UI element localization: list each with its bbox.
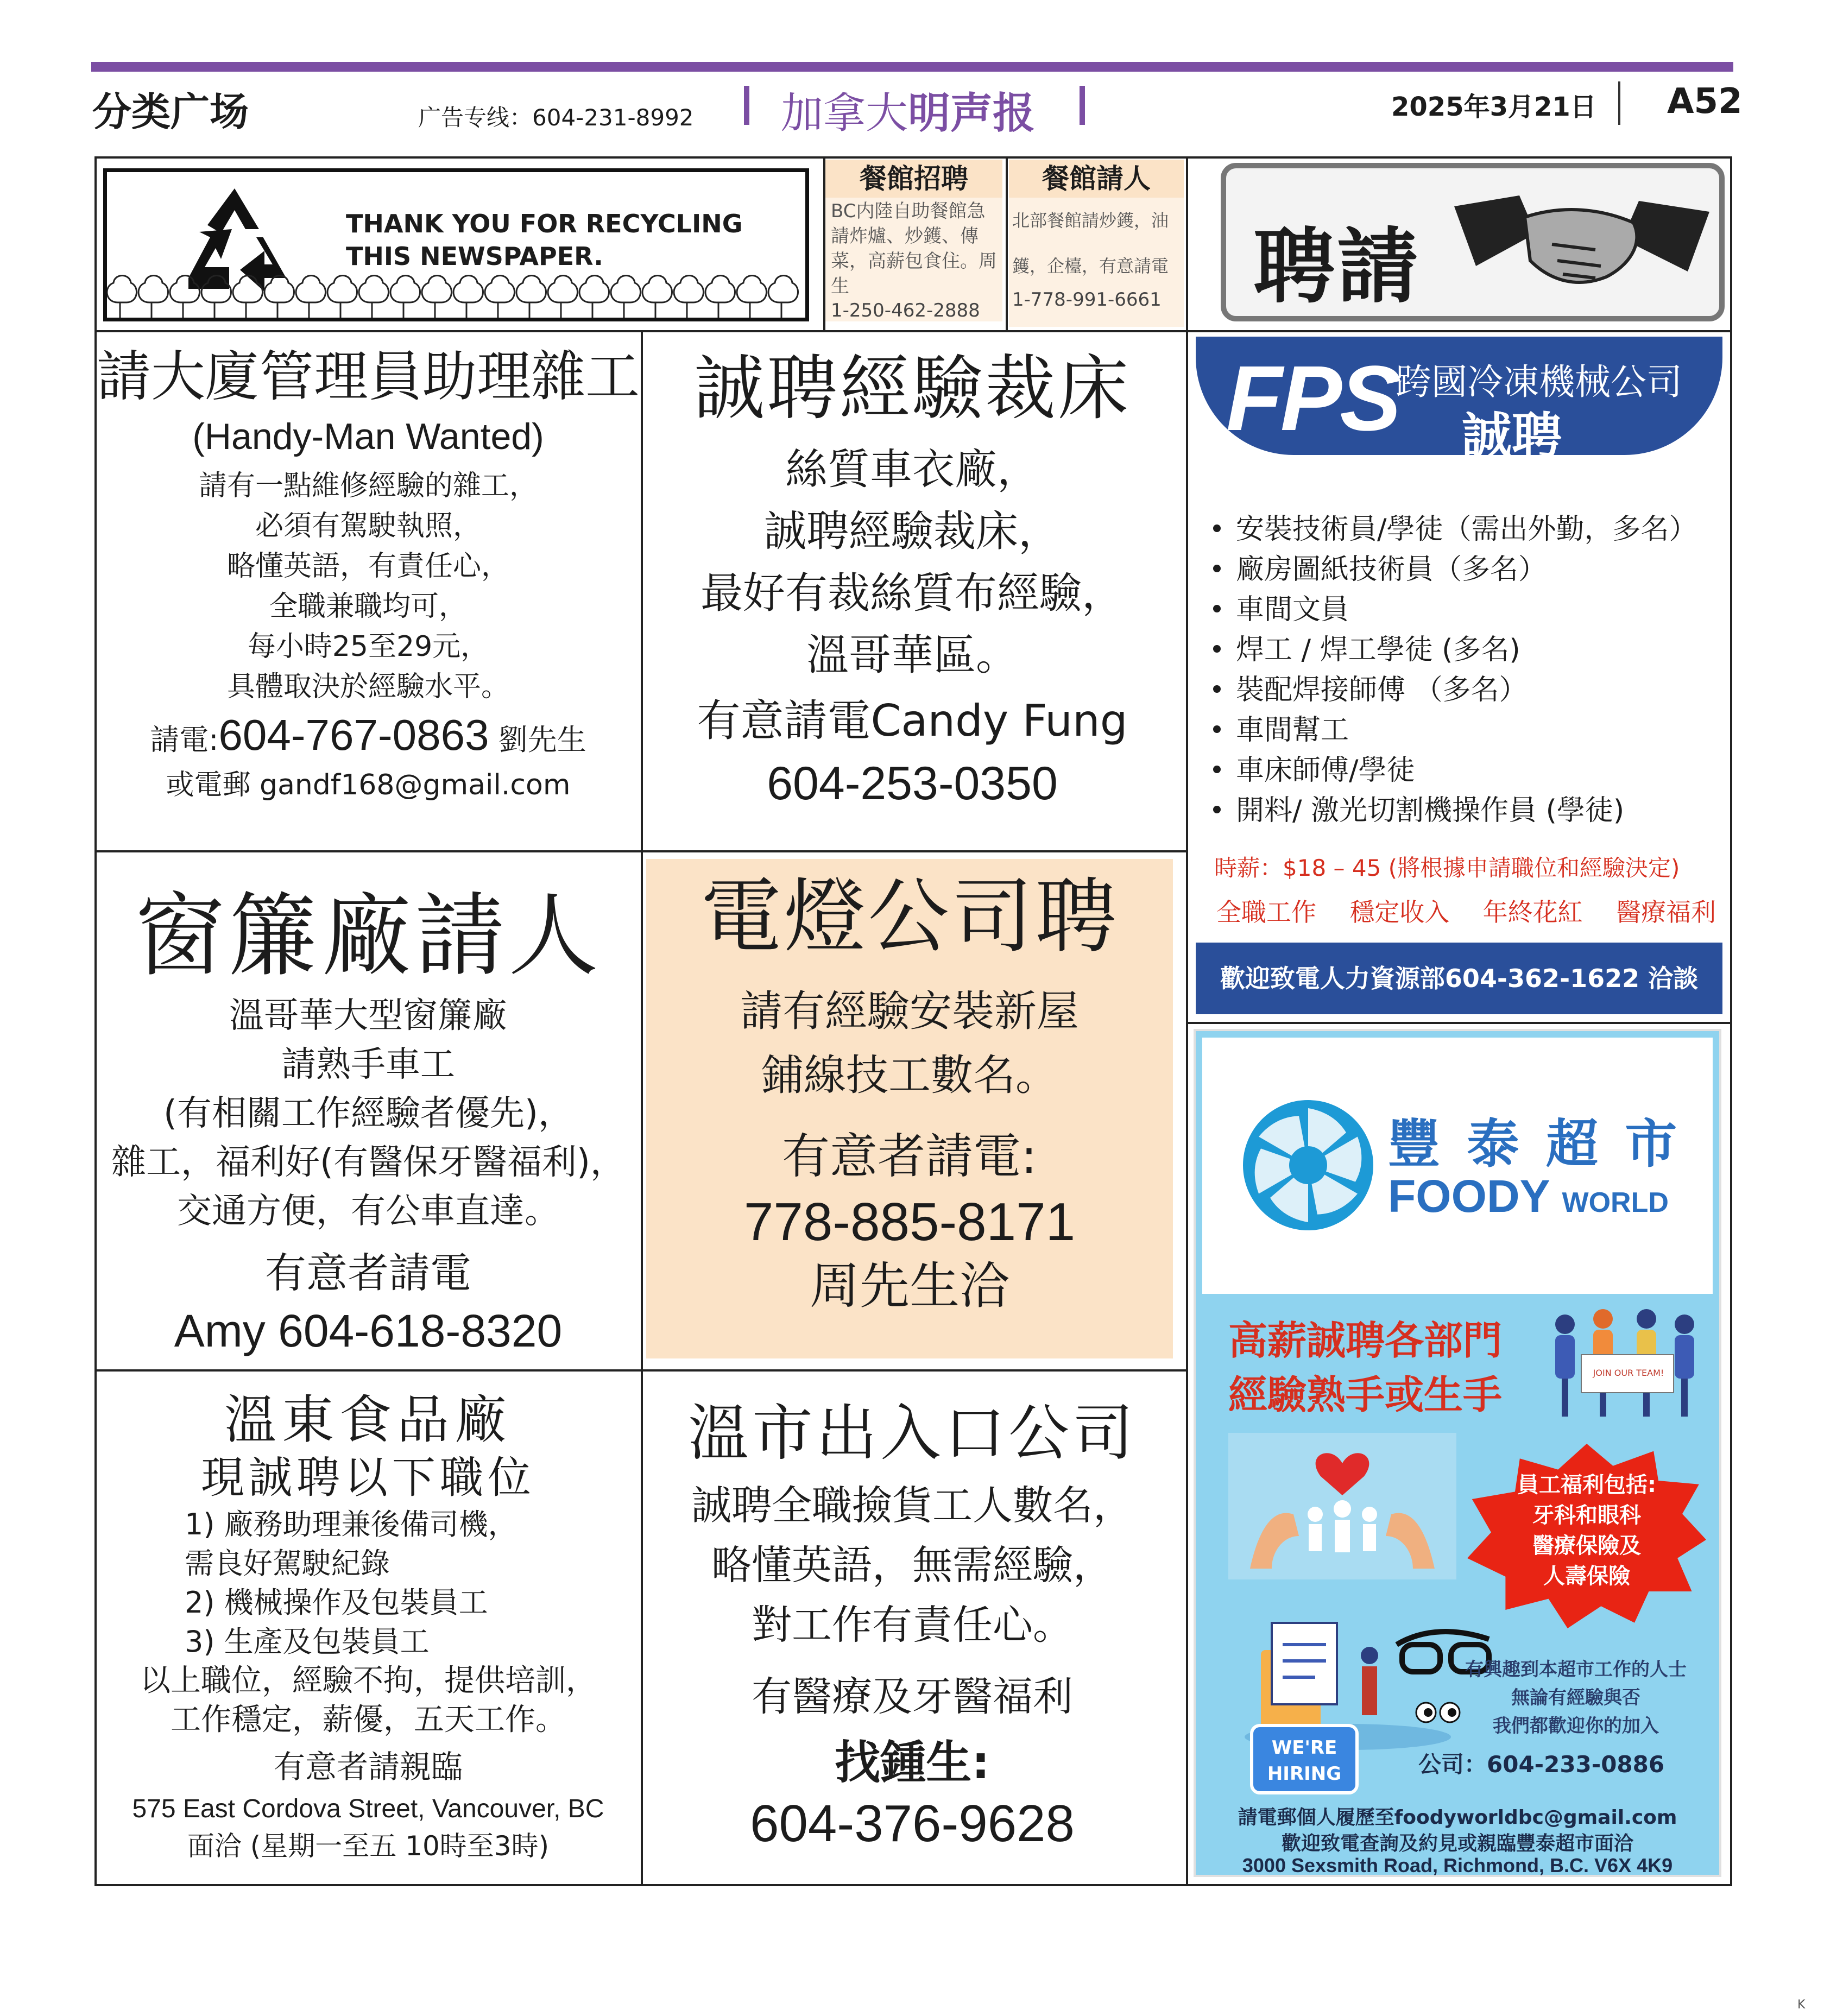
grid-line [97, 330, 1732, 332]
contact-label: 有意者請親臨 [273, 1748, 463, 1785]
foody-name-en-main: FOODY [1388, 1171, 1550, 1222]
fps-header [1196, 337, 1722, 465]
grid-line [1186, 1022, 1732, 1024]
tree-outline [264, 276, 294, 320]
tree-outline [768, 276, 798, 320]
recycle-banner [103, 168, 809, 321]
fps-position-item: 焊工 / 焊工學徒 (多名) [1211, 630, 1732, 670]
tree-border-decoration [107, 270, 807, 321]
contact-name: 找鍾生: [835, 1736, 990, 1789]
foody-slogan-2: 經驗熟手或生手 [1228, 1372, 1503, 1418]
ad-garment-cutter [641, 347, 1184, 813]
foody-name-en-sub: WORLD [1562, 1187, 1669, 1218]
foody-name-en [1388, 1170, 1669, 1223]
tree-outline [642, 276, 672, 320]
ad-body: 誠聘全職撿貨工人數名， 略懂英語，無需經驗， 對工作有責任心。 [691, 1482, 1133, 1648]
fps-position-item: 車間幫工 [1211, 710, 1732, 750]
aperture-logo-icon [1240, 1097, 1376, 1233]
hours: 面洽 (星期一至五 10時至3時) [187, 1830, 550, 1862]
ad-lighting-company [646, 859, 1173, 1358]
tree-outline [390, 276, 420, 320]
paper-name-bar-right [1080, 86, 1085, 125]
grid-line [97, 1369, 1186, 1372]
grid-line [1006, 159, 1008, 330]
fps-position-item: 廠房圖紙技術員（多名） [1211, 549, 1732, 590]
tree-outline [170, 276, 199, 320]
ad-title: 電燈公司聘 [700, 870, 1119, 964]
eyes-icon [1414, 1699, 1463, 1726]
benefits: 有醫療及牙醫福利 [752, 1673, 1073, 1720]
mini-ad-title: 餐館招聘 [825, 160, 1002, 198]
tree-outline [485, 276, 514, 320]
phone-number: 604-376-9628 [750, 1794, 1075, 1853]
contact-phone: Amy 604-618-8320 [174, 1305, 563, 1356]
phone-prefix: 請電: [150, 723, 219, 757]
foody-name-cn: 豐 泰 超 市 [1388, 1114, 1682, 1174]
foody-phone: 公司：604-233-0886 [1418, 1751, 1665, 1778]
food-factory-details [97, 1661, 640, 1865]
paper-name-main: 明声报 [908, 89, 1036, 138]
ad-subtitle: 現誠聘以下職位 [201, 1452, 535, 1503]
fps-wage: 時薪：$18 – 45 (將根據申請職位和經驗決定) [1214, 855, 1680, 881]
tree-outline [737, 276, 766, 320]
mini-ad-body: 北部餐館請炒鑊，油鑊，企檯，有意請電 [1012, 210, 1169, 276]
ad-handyman [97, 342, 640, 805]
grid-line [97, 850, 1186, 852]
contact-name: 周先生洽 [809, 1257, 1009, 1315]
tree-outline [705, 276, 735, 320]
recycle-line-1: THANK YOU FOR RECYCLING [346, 209, 743, 238]
tree-outline [579, 276, 609, 320]
fps-position-item: 安裝技術員/學徒（需出外勤，多名） [1211, 509, 1732, 549]
page-number: A52 [1667, 81, 1743, 122]
tree-outline [359, 276, 388, 320]
foody-email: 請電郵個人履歷至foodyworldbc@gmail.com [1238, 1806, 1677, 1829]
ad-hotline: 广告专线：604-231-8992 [418, 104, 694, 131]
fps-benefit-item: 年終花紅 [1482, 898, 1583, 927]
tree-outline [107, 276, 136, 320]
hiring-banner-text: 聘請 [1253, 219, 1421, 314]
tree-outline [611, 276, 640, 320]
ad-body: 絲質車衣廠， 誠聘經驗裁床， 最好有裁絲質布經驗， 溫哥華區。 [700, 445, 1124, 680]
mini-ad-title: 餐館請人 [1009, 160, 1184, 198]
ad-body: 請有一點維修經驗的雜工， 必須有駕駛執照， 略懂英語，有責任心， 全職兼職均可， 每小時25至29元， 具體取決於經驗水平。 [198, 470, 538, 703]
foody-logo-panel [1202, 1038, 1713, 1294]
fps-benefits [1216, 893, 1716, 928]
paper-name [781, 79, 1035, 140]
mini-ad-body: BC内陸自助餐館急請炸爐、炒鑊、傳菜，高薪包食住。周生 [825, 198, 1002, 300]
recycle-line-2: THIS NEWSPAPER. [346, 242, 603, 271]
mini-ad-restaurant-hiring [825, 160, 1002, 327]
family-care-illustration [1228, 1433, 1456, 1579]
fps-logo: FPS [1226, 347, 1399, 450]
issue-date: 2025年3月21日 [1391, 92, 1596, 122]
we-are-hiring-badge: WE'RE HIRING [1250, 1724, 1359, 1794]
tree-outline [327, 276, 357, 320]
masthead-top-rule [91, 62, 1733, 72]
ad-body: 以上職位，經驗不拘，提供培訓， 工作穩定，薪優，五天工作。 [140, 1663, 596, 1737]
handshake-icon [1454, 185, 1709, 304]
fps-hiring: 誠聘 [1462, 407, 1562, 465]
contact-label: 有意者請電: [782, 1128, 1037, 1184]
mini-ad-restaurant-staff [1009, 160, 1184, 327]
team-people-illustration [1543, 1303, 1706, 1422]
fps-benefit-item: 穩定收入 [1349, 898, 1450, 927]
paper-name-bar-left [744, 86, 749, 125]
corner-mark: K [1797, 1998, 1806, 2012]
phone-number: 778-885-8171 [743, 1192, 1076, 1252]
food-factory-positions: 1) 廠務助理兼後備司機， 需良好駕駛紀錄 2) 機械操作及包裝員工 3) 生產及包裝員工 [185, 1507, 517, 1659]
email-line: 或電郵 gandf168@gmail.com [166, 769, 571, 801]
join-team-sign: JOIN OUR TEAM! [1593, 1368, 1664, 1378]
tree-outline [422, 276, 451, 320]
foody-visit: 歡迎致電查詢及約見或親臨豐泰超市面洽 [1281, 1832, 1633, 1855]
date-divider [1618, 81, 1620, 125]
paper-name-prefix: 加拿大 [781, 89, 908, 138]
foody-address: 3000 Sexsmith Road, Richmond, B.C. V6X 4K9 [1242, 1854, 1673, 1876]
ad-body: 溫哥華大型窗簾廠 請熟手車工 (有相關工作經驗者優先)， 雜工，福利好(有醫保牙醫福利)， 交通方便，有公車直達。 [111, 996, 625, 1231]
fps-position-item: 車床師傅/學徒 [1211, 750, 1732, 791]
fps-position-item: 車間文員 [1211, 590, 1732, 630]
contact-name: 劉先生 [498, 723, 586, 757]
ad-food-factory [97, 1390, 640, 1506]
section-title: 分类广场 [92, 89, 249, 135]
foody-slogan-1: 高薪誠聘各部門 [1228, 1318, 1503, 1363]
fps-benefit-item: 醫療福利 [1615, 898, 1716, 927]
foody-invite: 有興趣到本超市工作的人士 無論有經驗與否 我們都歡迎你的加入 [1465, 1659, 1687, 1737]
mini-ad-phone: 1-778-991-6661 [1012, 289, 1162, 311]
foody-benefits: 員工福利包括: 牙科和眼科 醫療保險及 人壽保險 [1517, 1472, 1656, 1589]
ad-contact-line [97, 710, 640, 765]
tree-outline [453, 276, 483, 320]
tree-outline [138, 276, 168, 320]
address: 575 East Cordova Street, Vancouver, BC [132, 1794, 604, 1823]
ad-blinds-factory [97, 885, 640, 1358]
ad-import-export [641, 1395, 1184, 1855]
ad-subtitle: (Handy-Man Wanted) [192, 416, 544, 457]
phone-number: 604-767-0863 [218, 711, 489, 759]
tree-outline [548, 276, 577, 320]
tree-outline [201, 276, 231, 320]
ad-title: 誠聘經驗裁床 [693, 347, 1131, 429]
fps-benefit-item: 全職工作 [1216, 898, 1316, 927]
fps-position-list [1211, 509, 1732, 831]
ad-body: 請有經驗安裝新屋 鋪線技工數名。 [740, 987, 1079, 1100]
fps-position-item: 裝配焊接師傅 （多名） [1211, 670, 1732, 710]
ad-title: 請大廈管理員助理雜工 [97, 345, 640, 408]
contact-line: 有意請電Candy Fung [697, 696, 1128, 746]
ad-title: 溫市出入口公司 [688, 1398, 1137, 1469]
ad-foody-world [1194, 1029, 1721, 1877]
tree-outline [296, 276, 325, 320]
mini-ad-phone: 1-250-462-2888 [825, 300, 1002, 321]
ad-title: 溫東食品廠 [224, 1389, 512, 1450]
fps-contact: 歡迎致電人力資源部604-362-1622 洽談 [1196, 943, 1722, 1014]
contact-label: 有意者請電 [265, 1249, 471, 1297]
phone-number: 604-253-0350 [767, 757, 1058, 810]
tree-outline [233, 276, 262, 320]
fps-position-item: 開料/ 激光切割機操作員 (學徒) [1211, 791, 1732, 831]
ad-title: 窗簾廠請人 [135, 884, 602, 989]
tree-outline [516, 276, 546, 320]
tree-outline [674, 276, 703, 320]
hiring-banner [1221, 163, 1725, 321]
fps-company: 跨國冷凍機械公司 [1396, 361, 1682, 403]
